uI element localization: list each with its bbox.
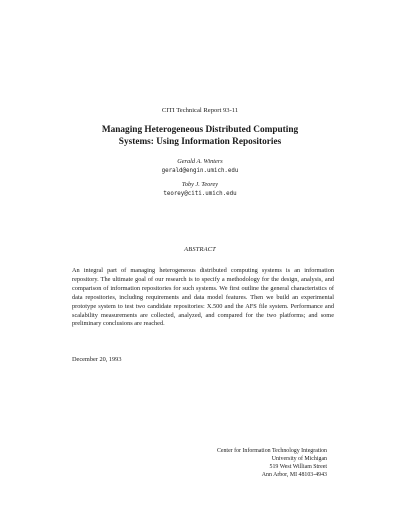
author-email: gerald@engin.umich.edu: [161, 168, 239, 174]
address-line: 519 West William Street: [269, 464, 327, 471]
address-line: Center for Information Technology Integration: [216, 448, 327, 454]
author-name: Gerald A. Winters: [177, 158, 223, 165]
institution-address: [217, 447, 327, 479]
address-line: University of Michigan: [271, 456, 327, 463]
abstract-text: An integral part of managing heterogeneous distributed computing systems is an information repository. The ultimate goal of our research is to specify a methodology for the design, analysis, and comparison of information repositories for such systems. We first outline the general characteristics of data repositories, including requirements and data model features. Then we build an experimental prototype system to test two candidate repositories: X.500 and the AFS file system. Performance and scalability measurements are collected, analyzed, and compared for the two platforms; and some preliminary conclusions are reached.: [72, 267, 334, 328]
paper-title: [60, 125, 340, 148]
abstract-heading: ABSTRACT: [184, 246, 216, 253]
author-name: Toby J. Teorey: [181, 181, 219, 188]
report-date: December 20, 1993: [72, 356, 122, 363]
report-number: CITI Technical Report 93-11: [161, 107, 239, 114]
paper-title-line-1: Managing Heterogeneous Distributed Computing: [101, 125, 299, 135]
paper-title-line-2: Systems: Using Information Repositories: [118, 136, 282, 147]
author-email: teorey@citi.umich.edu: [163, 191, 237, 197]
address-line: Ann Arbor, MI 48103-4943: [261, 472, 327, 479]
